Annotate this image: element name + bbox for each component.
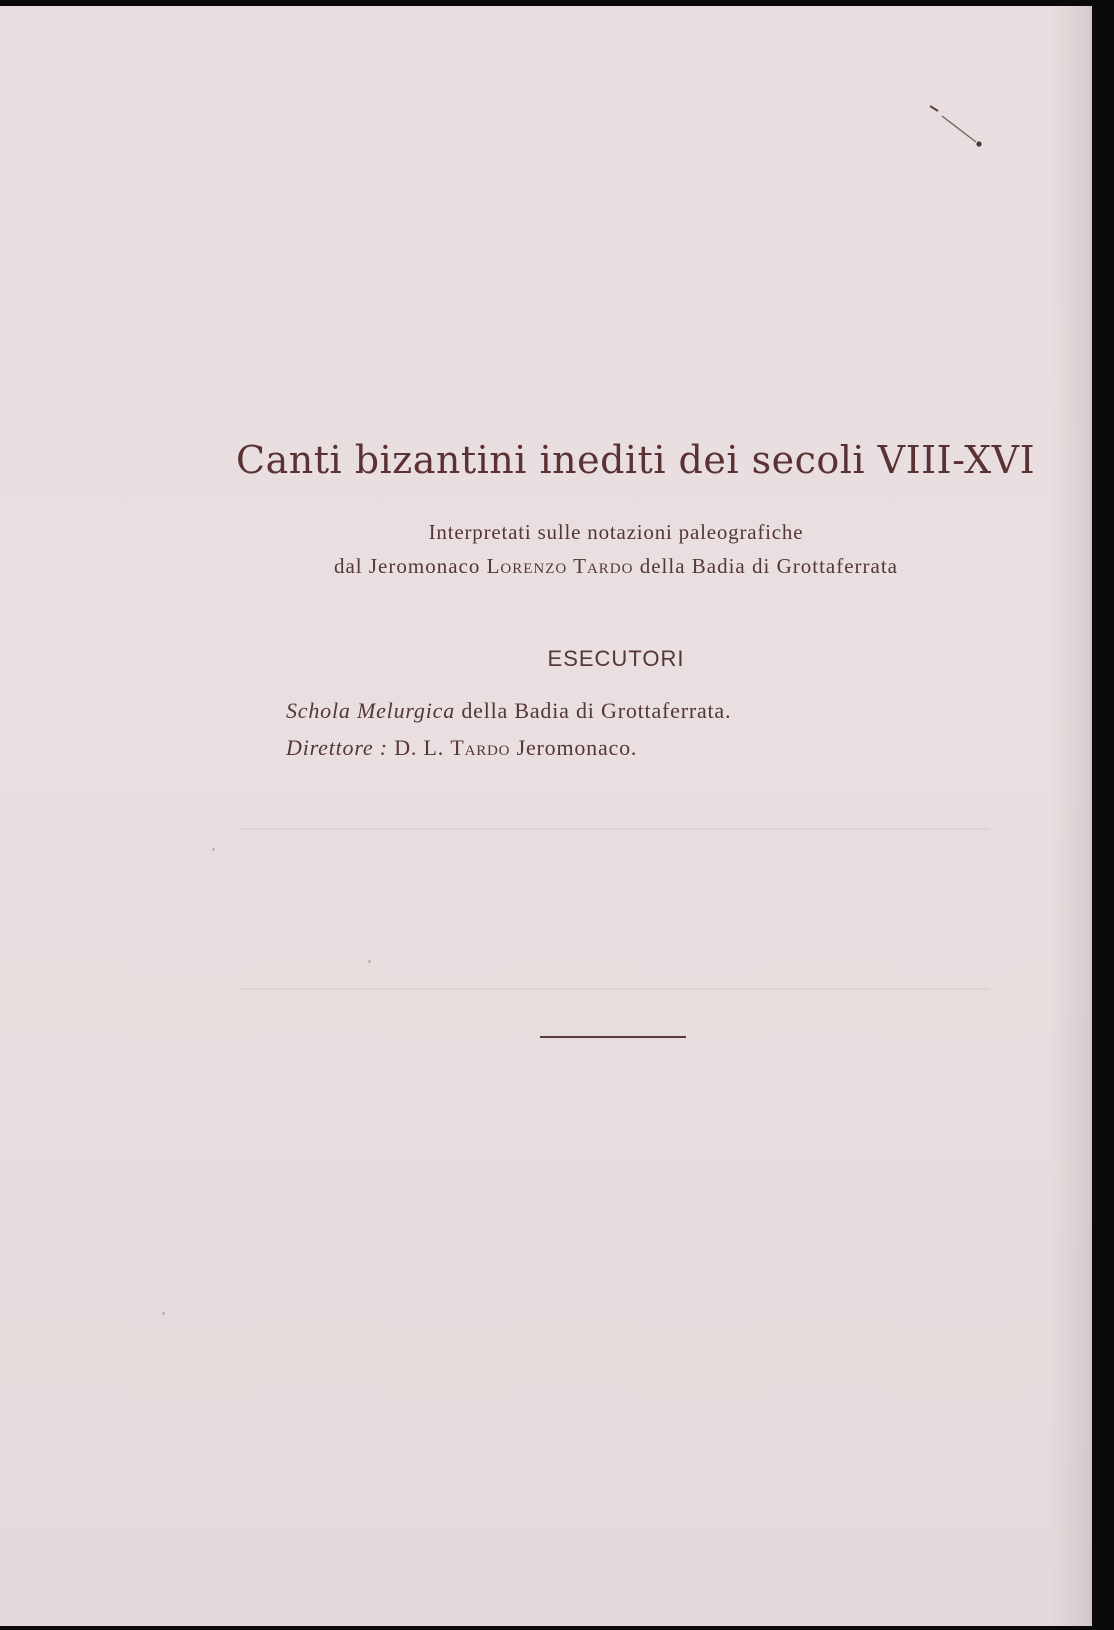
subtitle-line-1: Interpretati sulle notazioni paleografiche: [428, 520, 804, 544]
subtitle-prefix: dal Jeromonaco: [333, 554, 481, 578]
paper-speck: [368, 960, 371, 963]
performer-line-choir: [286, 698, 731, 724]
section-divider: [540, 1036, 686, 1038]
director-name: Tardo: [450, 735, 511, 760]
author-name: Lorenzo Tardo: [486, 554, 634, 578]
paper-speck: [162, 1312, 165, 1315]
director-initials: D. L.: [394, 735, 445, 760]
director-title: Jeromonaco.: [516, 735, 638, 760]
page-edge-shadow: [1050, 6, 1090, 1626]
choir-name: Schola Melurgica: [286, 698, 456, 723]
subtitle-line-2: [236, 554, 996, 579]
subtitle-suffix: della Badia di Grottaferrata: [639, 554, 899, 578]
director-label: Direttore :: [286, 735, 388, 760]
document-title: Canti bizantini inediti dei secoli VIII-XVI: [236, 438, 1036, 482]
performer-line-director: [286, 735, 637, 761]
corner-mark: [928, 102, 998, 152]
choir-location: della Badia di Grottaferrata.: [461, 698, 732, 723]
bleed-through-rule: [240, 988, 990, 990]
paper-speck: [212, 848, 215, 851]
performers-heading: ESECUTORI: [547, 646, 685, 671]
bleed-through-rule: [240, 828, 990, 830]
document-page: [0, 6, 1092, 1626]
